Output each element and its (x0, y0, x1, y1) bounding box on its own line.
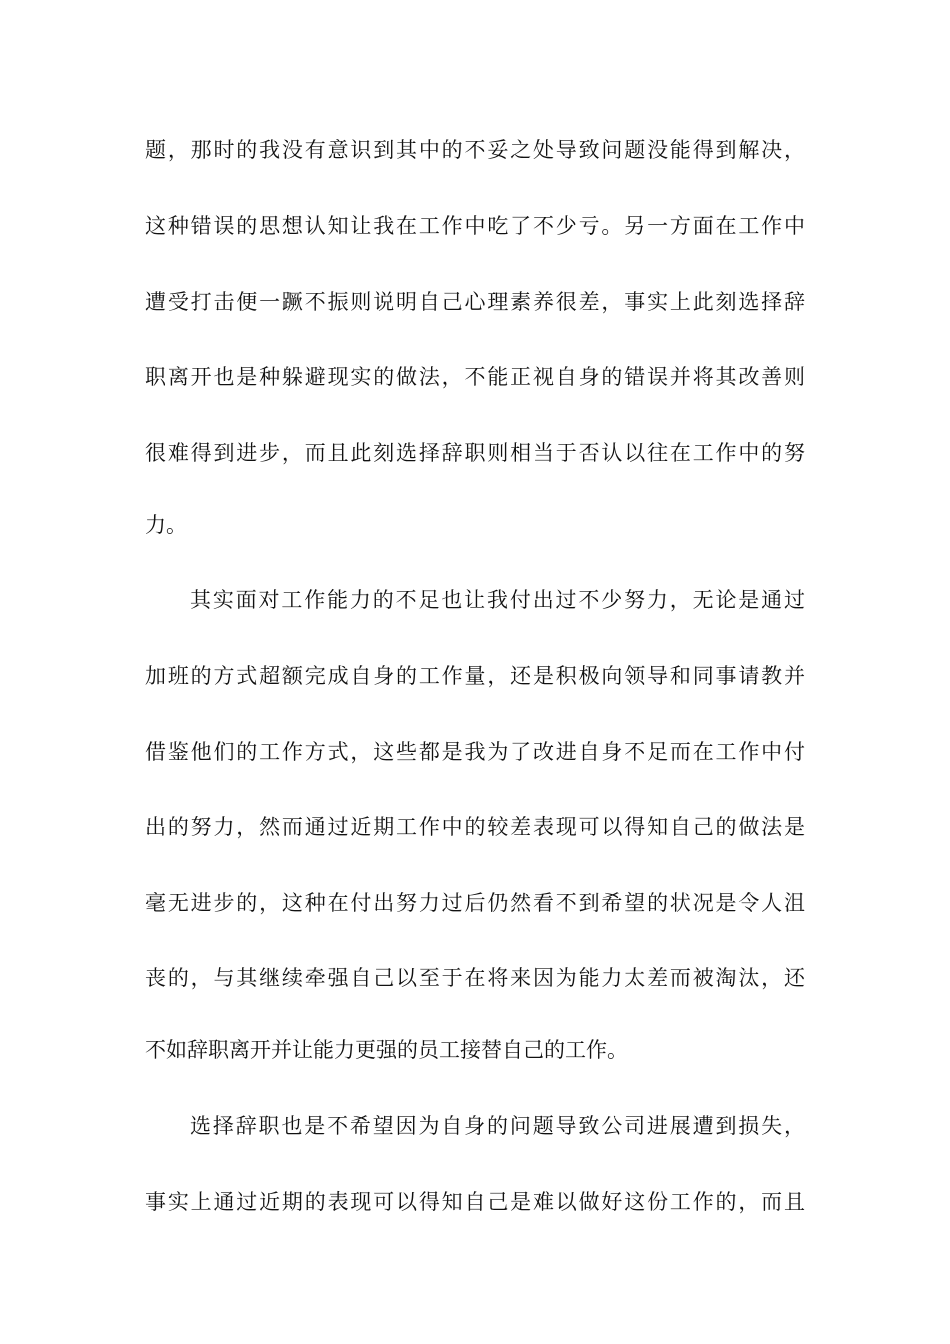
text-line: 出的努力，然而通过近期工作中的较差表现可以得知自己的做法是 (145, 815, 805, 839)
text-line: 力。 (145, 513, 187, 537)
text-line: 加班的方式超额完成自身的工作量，还是积极向领导和同事请教并 (145, 664, 805, 688)
text-line: 其实面对工作能力的不足也让我付出过不少努力，无论是通过 (190, 588, 805, 612)
text-line: 遭受打击便一蹶不振则说明自己心理素养很差，事实上此刻选择辞 (145, 290, 805, 314)
text-line: 职离开也是种躲避现实的做法，不能正视自身的错误并将其改善则 (145, 365, 805, 389)
text-line: 很难得到进步，而且此刻选择辞职则相当于否认以往在工作中的努 (145, 441, 805, 465)
text-line: 题，那时的我没有意识到其中的不妥之处导致问题没能得到解决， (145, 138, 805, 162)
text-line: 毫无进步的，这种在付出努力过后仍然看不到希望的状况是令人沮 (145, 891, 805, 915)
text-line: 不如辞职离开并让能力更强的员工接替自己的工作。 (145, 1038, 628, 1062)
text-line: 丧的，与其继续牵强自己以至于在将来因为能力太差而被淘汰，还 (145, 966, 805, 990)
text-line: 借鉴他们的工作方式，这些都是我为了改进自身不足而在工作中付 (145, 740, 805, 764)
text-line: 选择辞职也是不希望因为自身的问题导致公司进展遭到损失， (190, 1114, 805, 1138)
text-line: 事实上通过近期的表现可以得知自己是难以做好这份工作的，而且 (145, 1190, 805, 1214)
text-line: 这种错误的思想认知让我在工作中吃了不少亏。另一方面在工作中 (145, 214, 805, 238)
